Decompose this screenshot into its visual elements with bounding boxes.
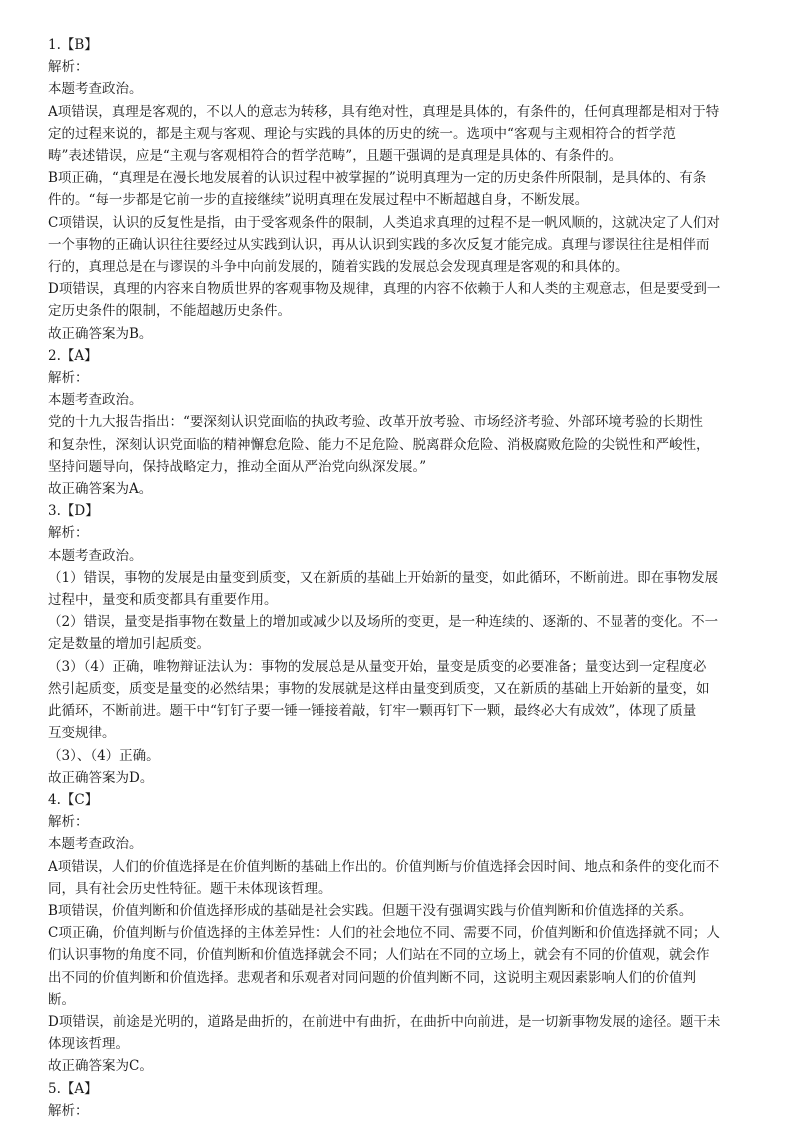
text-line: 同，具有社会历史性特征。题干未体现该哲理。 [48,880,332,897]
text-line: 定历史条件的限制，不能超越历史条件。 [48,303,291,320]
text-line: 故正确答案为A。 [48,481,153,498]
text-line: （3）（4）正确，唯物辩证法认为：事物的发展总是从量变开始，量变是质变的必要准备；量变达到一定程度必 [48,658,707,675]
text-line: 本题考查政治。 [48,392,143,409]
text-line: 畴”表述错误，应是“主观与客观相符合的哲学范畴”，且题干强调的是真理是具体的、有条件的。 [48,148,623,165]
text-line: C项错误，认识的反复性是指，由于受客观条件的限制，人类追求真理的过程不是一帆风顺的，这就决定了人们对 [48,214,720,231]
text-line: （1）错误，事物的发展是由量变到质变，又在新质的基础上开始新的量变，如此循环，不断前进。即在事物发展 [48,569,719,586]
text-line: 故正确答案为D。 [48,769,154,786]
text-line: 定的过程来说的，都是主观与客观、理论与实践的具体的历史的统一。选项中“客观与主观相符合的哲学范 [48,125,676,142]
text-line: 此循环，不断前进。题干中“钉钉子要一锤一锤接着敲，钉牢一颗再钉下一颗，最终必大有成效”，体现了质量 [48,703,697,720]
text-line: 一个事物的正确认识往往要经过从实践到认识，再从认识到实践的多次反复才能完成。真理与谬误往往是相伴而 [48,236,710,253]
text-line: D项错误，真理的内容来自物质世界的客观事物及规律，真理的内容不依赖于人和人类的主观意志，但是要受到一 [48,281,721,298]
text-line: 体现该哲理。 [48,1036,129,1053]
text-line: 解析： [48,525,89,542]
text-line: 本题考查政治。 [48,81,143,98]
text-line: 3.【D】 [48,503,99,520]
text-line: 断。 [48,991,75,1008]
text-line: 故正确答案为B。 [48,325,153,342]
text-line: 然引起质变，质变是量变的必然结果；事物的发展就是这样由量变到质变，又在新质的基础上开始新的量变，如 [48,680,710,697]
text-line: C项正确，价值判断与价值选择的主体差异性：人们的社会地位不同、需要不同，价值判断和价值选择就不同；人 [48,925,720,942]
text-line: A项错误，真理是客观的，不以人的意志为转移，具有绝对性，真理是具体的，有条件的，任何真理都是相对于特 [48,103,720,120]
text-line: 解析： [48,370,89,387]
text-line: 本题考查政治。 [48,836,143,853]
text-line: 坚持问题导向，保持战略定力，推动全面从严治党向纵深发展。” [48,458,427,475]
text-line: 件的。“每一步都是它前一步的直接继续”说明真理在发展过程中不断超越自身，不断发展。 [48,192,589,209]
text-line: B项正确，“真理是在漫长地发展着的认识过程中被掌握的”说明真理为一定的历史条件所限制，是具体的、有条 [48,170,707,187]
text-line: 解析： [48,1102,89,1119]
text-line: A项错误，人们的价值选择是在价值判断的基础上作出的。价值判断与价值选择会因时间、地点和条件的变化而不 [48,858,720,875]
text-line: 出不同的价值判断和价值选择。悲观者和乐观者对同问题的价值判断不同，这说明主观因素影响人们的价值判 [48,969,696,986]
answer-document [48,34,768,1122]
text-line: D项错误，前途是光明的，道路是曲折的，在前进中有曲折，在曲折中向前进，是一切新事物发展的途径。题干未 [48,1013,721,1030]
text-line: 本题考查政治。 [48,547,143,564]
text-line: 行的，真理总是在与谬误的斗争中向前发展的，随着实践的发展总会发现真理是客观的和具体的。 [48,259,629,276]
text-line: （3）、（4）正确。 [48,747,160,764]
text-line: 们认识事物的角度不同，价值判断和价值选择就会不同；人们站在不同的立场上，就会有不同的价值观，就会作 [48,947,710,964]
text-line: 4.【C】 [48,791,99,808]
text-line: 故正确答案为C。 [48,1058,153,1075]
text-line: 2.【A】 [48,347,98,364]
text-line: B项错误，价值判断和价值选择形成的基础是社会实践。但题干没有强调实践与价值判断和价值选择的关系。 [48,902,693,919]
text-line: 解析： [48,814,89,831]
text-line: 党的十九大报告指出：“要深刻认识党面临的执政考验、改革开放考验、市场经济考验、外部环境考验的长期性 [48,414,703,431]
text-line: 5.【A】 [48,1080,98,1097]
text-line: 解析： [48,59,89,76]
text-line: 互变规律。 [48,725,116,742]
text-line: 1.【B】 [48,37,98,53]
text-line: 过程中，量变和质变都具有重要作用。 [48,592,278,609]
text-line: （2）错误，量变是指事物在数量上的增加或减少以及场所的变更，是一种连续的、逐渐的、不显著的变化。不一 [48,614,719,631]
text-line: 定是数量的增加引起质变。 [48,636,210,653]
text-line: 和复杂性，深刻认识党面临的精神懈怠危险、能力不足危险、脱离群众危险、消极腐败危险的尖锐性和严峻性， [48,436,710,453]
